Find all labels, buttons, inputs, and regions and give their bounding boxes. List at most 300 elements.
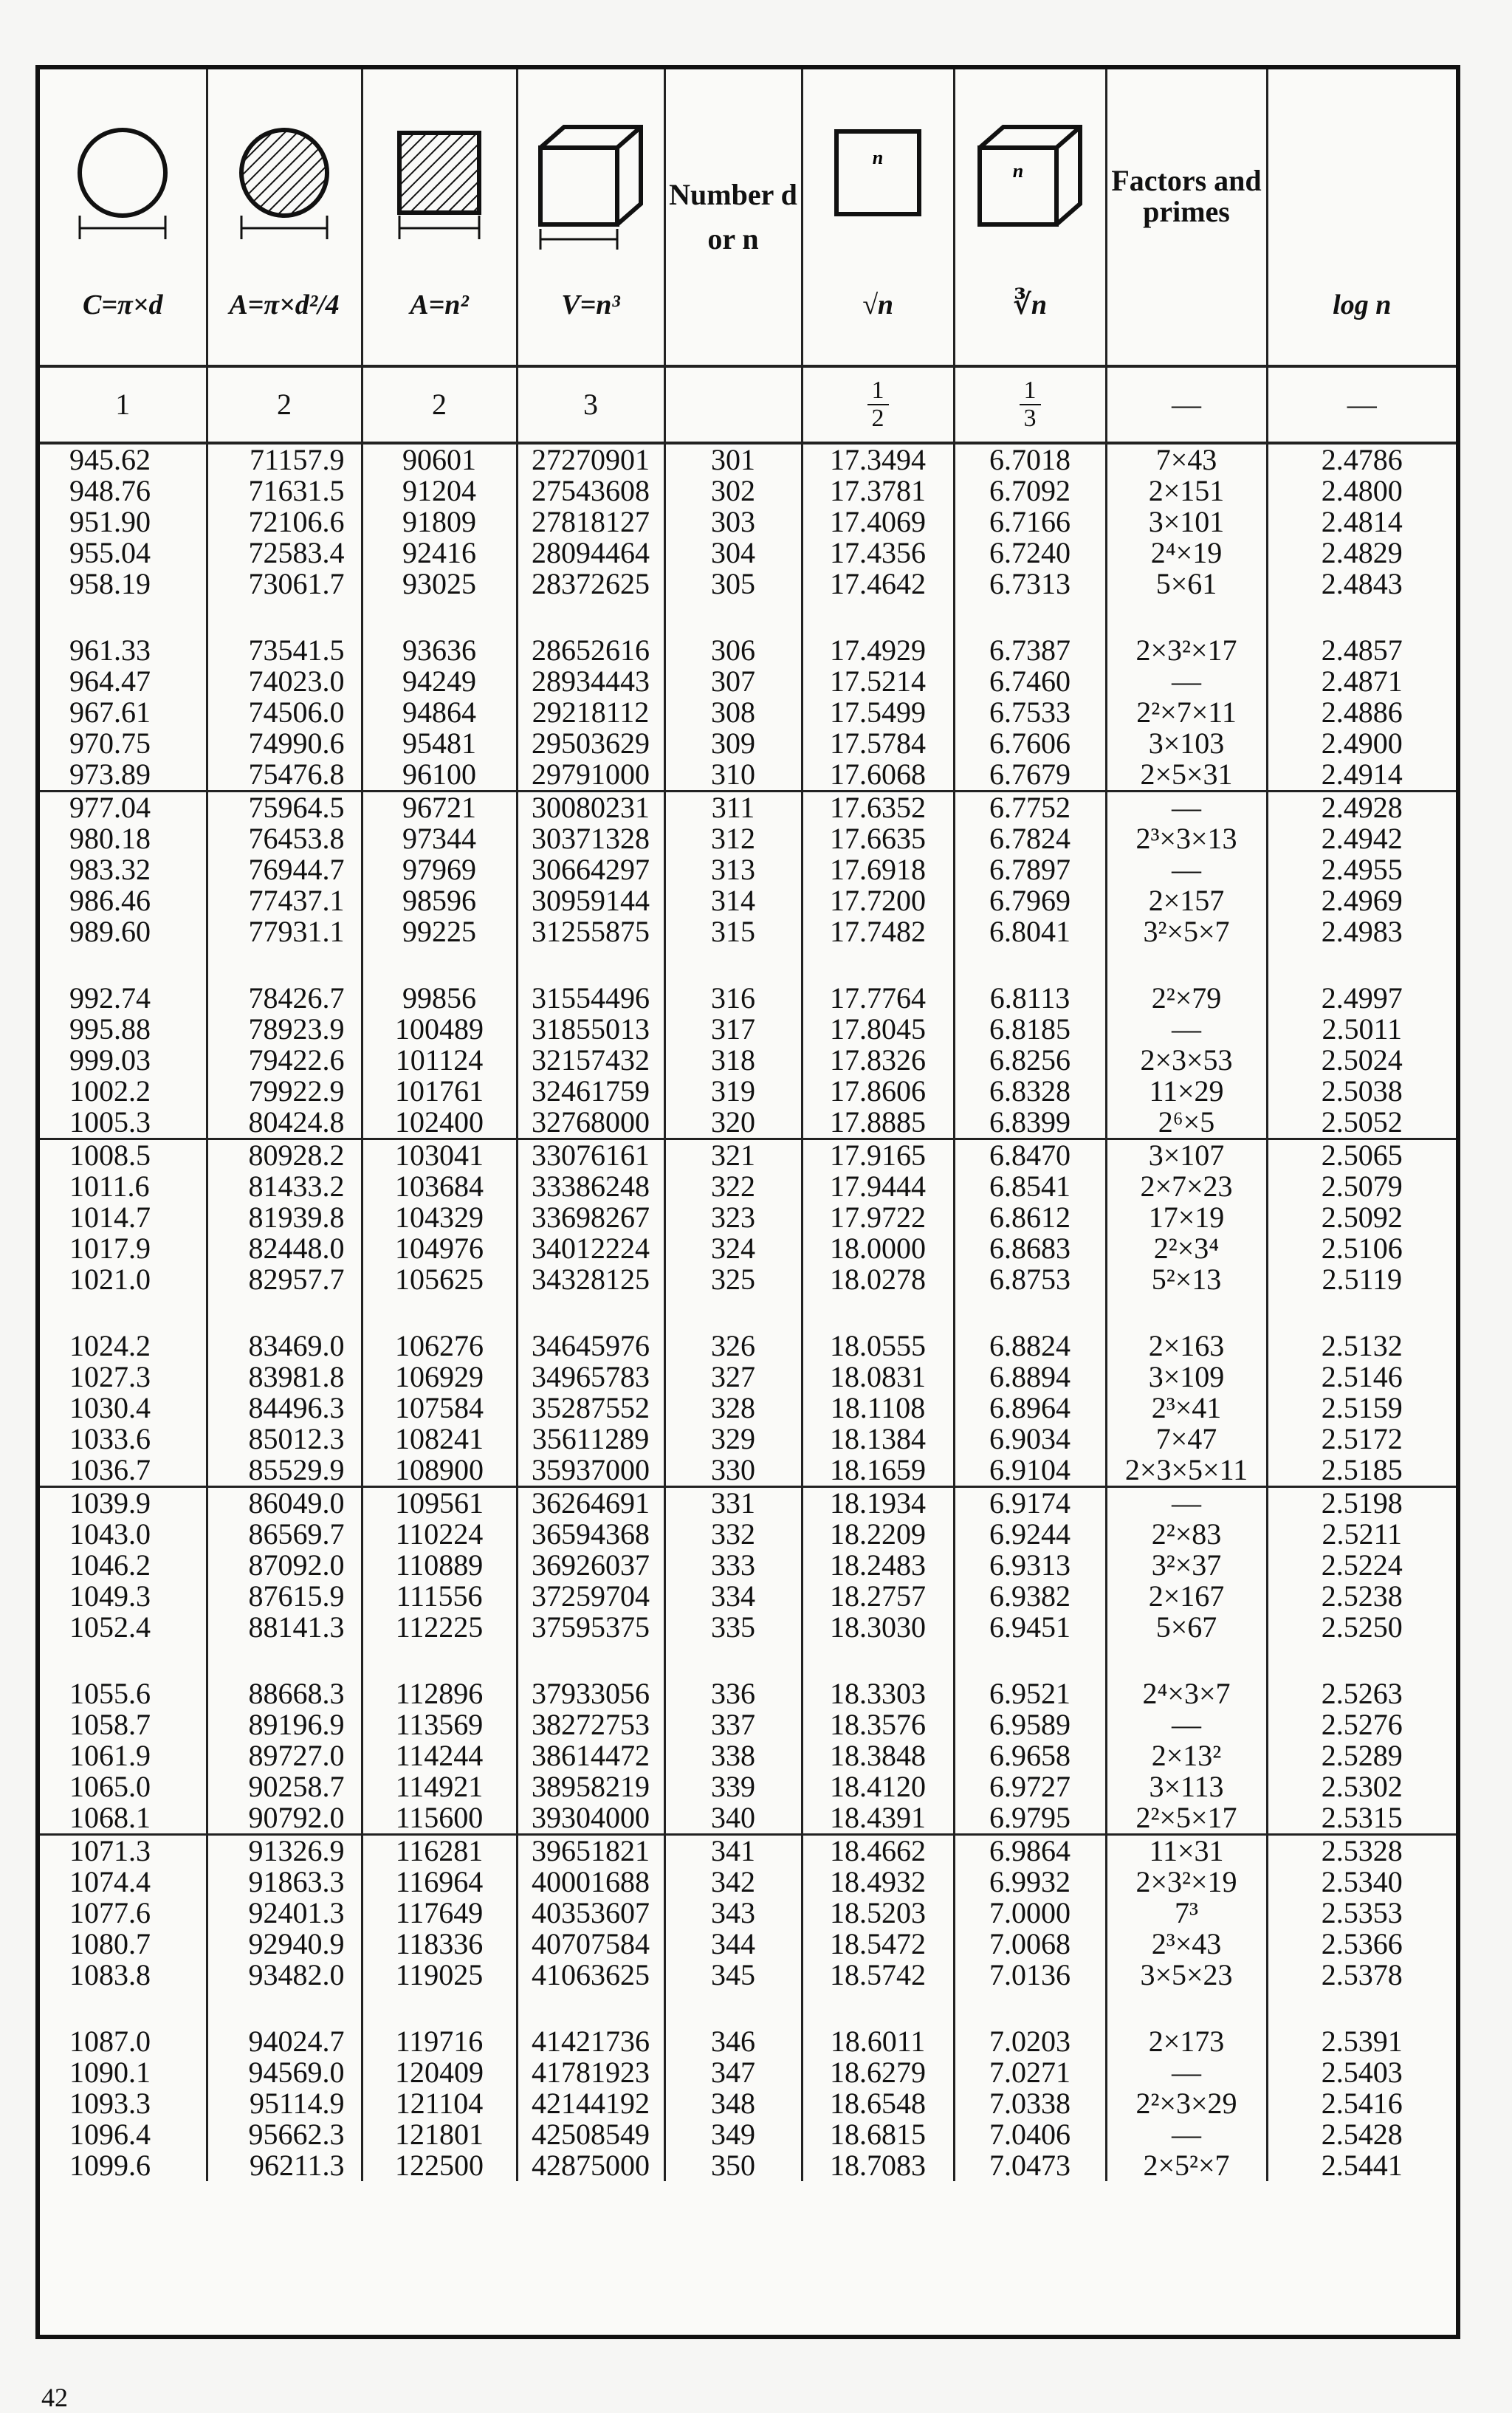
table-value: 6.9864: [989, 1834, 1071, 1867]
table-value: 6.8470: [989, 1139, 1071, 1172]
header-number: [664, 69, 802, 366]
table-value: 2×7×23: [1140, 1170, 1233, 1203]
table-value: 2.4871: [1321, 665, 1403, 698]
table-value: —: [1172, 791, 1201, 824]
hatched-circle-icon: [233, 121, 336, 261]
table-value: 94569.0: [248, 2056, 345, 2089]
table-value: 6.9589: [989, 1708, 1071, 1741]
table-value: 122500: [395, 2149, 484, 2182]
power-log: —: [1267, 366, 1456, 443]
square-cell: [362, 1139, 517, 1487]
table-value: 347: [711, 2056, 755, 2089]
header-circumference: [40, 69, 207, 366]
log-label: log n: [1333, 289, 1392, 320]
table-value: 6.8399: [989, 1105, 1071, 1139]
table-value: 18.3030: [830, 1610, 926, 1644]
table-value: 6.7679: [989, 758, 1071, 791]
table-value: 42508549: [532, 2118, 650, 2151]
table-value: 2.4857: [1321, 634, 1403, 667]
table-value: 95114.9: [249, 2087, 345, 2120]
table-value: 2.5024: [1321, 1043, 1403, 1077]
table-value: 2²×3⁴: [1153, 1232, 1220, 1265]
table-value: 88141.3: [248, 1610, 345, 1644]
table-value: 83469.0: [248, 1329, 345, 1362]
table-value: 309: [711, 727, 755, 760]
cbrt-frac-num: 1: [1020, 377, 1041, 405]
table-value: 1049.3: [69, 1579, 151, 1613]
table-value: 117649: [395, 1896, 484, 1929]
table-value: 326: [711, 1329, 755, 1362]
table-value: 1055.6: [69, 1677, 151, 1710]
table-value: 2³×41: [1151, 1391, 1222, 1424]
table-value: 80424.8: [248, 1105, 345, 1139]
table-value: 34965783: [532, 1360, 650, 1393]
table-value: 303: [711, 505, 755, 538]
table-value: 2×5×31: [1140, 758, 1233, 791]
table-value: 2.4955: [1321, 853, 1403, 886]
table-value: 85529.9: [248, 1453, 345, 1486]
square-n-icon: [826, 121, 929, 224]
table-value: 2.5391: [1321, 2025, 1403, 2058]
table-value: 2.5132: [1321, 1329, 1403, 1362]
table-value: 99856: [402, 981, 476, 1015]
table-value: 103041: [395, 1139, 484, 1172]
table-value: 18.4391: [830, 1801, 926, 1834]
table-value: 6.7752: [989, 791, 1071, 824]
table-value: 302: [711, 474, 755, 507]
table-value: 17.9722: [830, 1201, 926, 1234]
table-value: 6.8328: [989, 1074, 1071, 1108]
table-value: 2.5353: [1321, 1896, 1403, 1929]
number-cell: [664, 792, 802, 1139]
table-value: 2⁶×5: [1158, 1105, 1215, 1139]
table-value: 2×5²×7: [1143, 2149, 1230, 2182]
table-value: 78923.9: [248, 1012, 345, 1046]
table-value: 18.2209: [830, 1517, 926, 1551]
table-value: 989.60: [69, 915, 151, 948]
table-value: 17.6352: [830, 791, 926, 824]
table-value: 82448.0: [248, 1232, 345, 1265]
table-value: 40001688: [532, 1865, 650, 1898]
table-value: 6.9727: [989, 1770, 1071, 1803]
table-value: 955.04: [69, 536, 151, 569]
table-value: 29791000: [532, 758, 650, 791]
table-value: 2.4786: [1321, 443, 1403, 476]
table-value: 6.8753: [989, 1263, 1071, 1296]
table-value: 110889: [395, 1548, 484, 1582]
table-value: 41421736: [532, 2025, 650, 2058]
table-value: 961.33: [69, 634, 151, 667]
table-value: 328: [711, 1391, 755, 1424]
table-value: 30664297: [532, 853, 650, 886]
table-value: 1021.0: [69, 1263, 151, 1296]
table-value: 6.9382: [989, 1579, 1071, 1613]
table-value: 329: [711, 1422, 755, 1455]
table-value: 2.4914: [1321, 758, 1403, 791]
table-value: 1093.3: [69, 2087, 151, 2120]
table-value: 6.8256: [989, 1043, 1071, 1077]
power-factors: —: [1106, 366, 1267, 443]
table-value: 17.4642: [830, 567, 926, 600]
table-value: 17.4929: [830, 634, 926, 667]
table-value: 958.19: [69, 567, 151, 600]
table-value: 6.8041: [989, 915, 1071, 948]
header-row: [40, 69, 1456, 366]
table-value: 1011.6: [69, 1170, 150, 1203]
table-value: 306: [711, 634, 755, 667]
table-value: 109561: [395, 1486, 484, 1520]
table-value: 6.7460: [989, 665, 1071, 698]
table-value: 315: [711, 915, 755, 948]
factors-cell: [1106, 1835, 1267, 2182]
table-value: 3×113: [1149, 1770, 1224, 1803]
table-value: 81433.2: [248, 1170, 345, 1203]
table-value: 17.7482: [830, 915, 926, 948]
table-value: 32157432: [532, 1043, 650, 1077]
table-value: 322: [711, 1170, 755, 1203]
table-value: 87615.9: [248, 1579, 345, 1613]
table-value: 317: [711, 1012, 755, 1046]
table-value: 18.5472: [830, 1927, 926, 1960]
table-value: 36264691: [532, 1486, 650, 1520]
cbrt-cell: [954, 1139, 1106, 1487]
table-value: 27543608: [532, 474, 650, 507]
table-value: 36926037: [532, 1548, 650, 1582]
table-value: 1080.7: [69, 1927, 151, 1960]
header-sqrt: [802, 69, 954, 366]
power-c1: 1: [40, 366, 207, 443]
table-value: 34012224: [532, 1232, 650, 1265]
table-value: 342: [711, 1865, 755, 1898]
table-value: 2.4886: [1321, 696, 1403, 729]
table-value: 28094464: [532, 536, 650, 569]
table-value: 2.5065: [1321, 1139, 1403, 1172]
table-value: 6.9104: [989, 1453, 1071, 1486]
table-value: 72106.6: [248, 505, 345, 538]
table-value: 2.5011: [1322, 1012, 1402, 1046]
table-body: [40, 443, 1456, 2181]
table-value: 108900: [395, 1453, 484, 1486]
circle-area-cell: [207, 1835, 362, 2182]
circle-area-cell: [207, 1487, 362, 1835]
table-value: 17.5784: [830, 727, 926, 760]
table-value: 18.6011: [830, 2025, 926, 2058]
square-cell: [362, 1835, 517, 2182]
sqrt-cell: [802, 1835, 954, 2182]
math-table: [35, 65, 1460, 2339]
table-value: 76944.7: [248, 853, 345, 886]
cube-cell: [517, 1487, 664, 1835]
table-value: 2.4800: [1321, 474, 1403, 507]
table-value: 73061.7: [248, 567, 345, 600]
table-value: 18.6548: [830, 2087, 926, 2120]
table-value: 18.1659: [830, 1453, 926, 1486]
table-value: 41781923: [532, 2056, 650, 2089]
table-value: 1008.5: [69, 1139, 151, 1172]
table-value: 33386248: [532, 1170, 650, 1203]
table-value: 17.9165: [830, 1139, 926, 1172]
factors-cell: [1106, 1487, 1267, 1835]
table-value: 2×151: [1148, 474, 1225, 507]
circumference-cell: [40, 443, 207, 792]
table-value: 6.8612: [989, 1201, 1071, 1234]
table-value: 2.5185: [1321, 1453, 1403, 1486]
table-value: 983.32: [69, 853, 151, 886]
table-value: 116964: [395, 1865, 484, 1898]
table-value: 1065.0: [69, 1770, 151, 1803]
table-value: 5²×13: [1151, 1263, 1222, 1296]
table-value: 7.0473: [989, 2149, 1071, 2182]
table-value: 7×43: [1155, 443, 1217, 476]
table-value: 92401.3: [248, 1896, 345, 1929]
circumference-cell: [40, 1139, 207, 1487]
table-value: 91204: [402, 474, 476, 507]
table-value: 99225: [402, 915, 476, 948]
table-value: 81939.8: [248, 1201, 345, 1234]
cube-n-icon: [971, 121, 1089, 232]
cbrt-frac-den: 3: [1023, 405, 1037, 432]
table-value: 18.1934: [830, 1486, 926, 1520]
table-value: 1014.7: [69, 1201, 151, 1234]
table-value: 6.7240: [989, 536, 1071, 569]
table-value: 28934443: [532, 665, 650, 698]
table-value: 948.76: [69, 474, 151, 507]
table-value: —: [1172, 665, 1201, 698]
table-value: 2×3²×17: [1135, 634, 1237, 667]
table-value: 18.6815: [830, 2118, 926, 2151]
power-c5: [664, 366, 802, 443]
table-value: 2×173: [1148, 2025, 1225, 2058]
table-value: 335: [711, 1610, 755, 1644]
factors-label: Factors and primes: [1111, 164, 1262, 228]
table-value: 6.9521: [989, 1677, 1071, 1710]
table-value: 30371328: [532, 822, 650, 855]
table-value: 17.4069: [830, 505, 926, 538]
table-value: 6.8683: [989, 1232, 1071, 1265]
table-row: [40, 792, 1456, 1139]
table-value: 314: [711, 884, 755, 917]
table-value: 346: [711, 2025, 755, 2058]
cbrt-cell: [954, 1835, 1106, 2182]
table-value: 18.2483: [830, 1548, 926, 1582]
table-value: 2.4928: [1321, 791, 1403, 824]
table-value: 11×29: [1149, 1074, 1224, 1108]
table-value: 2×3×5×11: [1124, 1453, 1248, 1486]
circumference-formula: C=π×d: [83, 289, 163, 320]
table-value: 1030.4: [69, 1391, 151, 1424]
table-value: 94864: [402, 696, 476, 729]
table-value: 7.0338: [989, 2087, 1071, 2120]
header-circle-area: [207, 69, 362, 366]
table-value: 2×3²×19: [1135, 1865, 1237, 1898]
table-value: 977.04: [69, 791, 151, 824]
table-value: 6.8894: [989, 1360, 1071, 1393]
table-value: 18.4120: [830, 1770, 926, 1803]
table-value: 82957.7: [248, 1263, 345, 1296]
table-value: 327: [711, 1360, 755, 1393]
table-value: 2.5224: [1321, 1548, 1403, 1582]
table-value: 6.7018: [989, 443, 1071, 476]
table-value: 2.5119: [1322, 1263, 1402, 1296]
table-value: 31554496: [532, 981, 650, 1015]
table-value: 312: [711, 822, 755, 855]
table-value: 2³×3×13: [1135, 822, 1237, 855]
table-value: 92940.9: [248, 1927, 345, 1960]
table-value: —: [1172, 1708, 1201, 1741]
table-value: —: [1172, 1486, 1201, 1520]
table-value: 967.61: [69, 696, 151, 729]
table-value: 301: [711, 443, 755, 476]
log-cell: [1267, 1835, 1456, 2182]
table-value: 38614472: [532, 1739, 650, 1772]
table-value: 1033.6: [69, 1422, 151, 1455]
table-value: 17.6918: [830, 853, 926, 886]
table-value: 85012.3: [248, 1422, 345, 1455]
table-value: 2.5250: [1321, 1610, 1403, 1644]
table-value: 1074.4: [69, 1865, 151, 1898]
table-value: 104329: [395, 1201, 484, 1234]
table-value: 119025: [395, 1958, 484, 1991]
circumference-cell: [40, 792, 207, 1139]
table-value: 2.5052: [1321, 1105, 1403, 1139]
table-value: 6.7824: [989, 822, 1071, 855]
cube-volume-formula: V=n³: [561, 289, 620, 320]
table-value: 40707584: [532, 1927, 650, 1960]
circle-area-cell: [207, 443, 362, 792]
table-value: 2.5038: [1321, 1074, 1403, 1108]
table-value: 6.8964: [989, 1391, 1071, 1424]
table-value: 40353607: [532, 1896, 650, 1929]
table-value: 113569: [395, 1708, 484, 1741]
table-value: 3²×37: [1151, 1548, 1222, 1582]
table-value: 333: [711, 1548, 755, 1582]
cube-n-mark: n: [1012, 160, 1024, 182]
table-value: 1024.2: [69, 1329, 151, 1362]
table-value: 39651821: [532, 1834, 650, 1867]
table-value: 1061.9: [69, 1739, 151, 1772]
power-c3: 2: [362, 366, 517, 443]
table-value: 310: [711, 758, 755, 791]
table-value: 2×157: [1148, 884, 1225, 917]
table-value: 114921: [395, 1770, 484, 1803]
table-value: —: [1172, 2056, 1201, 2089]
table-value: 90601: [402, 443, 476, 476]
sqrt-cell: [802, 1139, 954, 1487]
table-value: 6.7166: [989, 505, 1071, 538]
table-value: —: [1172, 1012, 1201, 1046]
table-value: 111556: [396, 1579, 483, 1613]
table-value: 93482.0: [248, 1958, 345, 1991]
table-value: 6.7969: [989, 884, 1071, 917]
table-value: 6.9795: [989, 1801, 1071, 1834]
table-value: 7.0136: [989, 1958, 1071, 1991]
table-value: 5×61: [1155, 567, 1217, 600]
table-value: 1039.9: [69, 1486, 151, 1520]
table-value: 37259704: [532, 1579, 650, 1613]
circumference-cell: [40, 1835, 207, 2182]
table-value: 2.5106: [1321, 1232, 1403, 1265]
table-value: 2.5403: [1321, 2056, 1403, 2089]
table-value: 2²×7×11: [1136, 696, 1237, 729]
circle-area-formula: A=π×d²/4: [229, 289, 340, 320]
table-value: 18.0831: [830, 1360, 926, 1393]
sqrt-fraction: [867, 377, 889, 431]
table-value: 17.8326: [830, 1043, 926, 1077]
table-value: 999.03: [69, 1043, 151, 1077]
sqrt-cell: [802, 443, 954, 792]
table-value: 2.5441: [1321, 2149, 1403, 2182]
circle-area-cell: [207, 1139, 362, 1487]
table-value: 18.0278: [830, 1263, 926, 1296]
table-value: 120409: [395, 2056, 484, 2089]
table-value: 97969: [402, 853, 476, 886]
table-value: 35287552: [532, 1391, 650, 1424]
table-value: 1036.7: [69, 1453, 151, 1486]
table-value: 1083.8: [69, 1958, 151, 1991]
table-value: 951.90: [69, 505, 151, 538]
table-value: 2×3×53: [1140, 1043, 1233, 1077]
table-value: 304: [711, 536, 755, 569]
table-value: 105625: [395, 1263, 484, 1296]
table-value: 18.1108: [830, 1391, 926, 1424]
table-value: 2.5211: [1322, 1517, 1402, 1551]
table-value: 2.4843: [1321, 567, 1403, 600]
factors-cell: [1106, 1139, 1267, 1487]
table-value: 6.8185: [989, 1012, 1071, 1046]
table-value: 1002.2: [69, 1074, 151, 1108]
table-value: 3²×5×7: [1143, 915, 1230, 948]
table-value: 2²×3×29: [1135, 2087, 1237, 2120]
table-value: 305: [711, 567, 755, 600]
table-value: 334: [711, 1579, 755, 1613]
table-value: 32768000: [532, 1105, 650, 1139]
table-value: 121104: [395, 2087, 484, 2120]
table-value: 2.5146: [1321, 1360, 1403, 1393]
table-value: 92416: [402, 536, 476, 569]
table-value: 18.3576: [830, 1708, 926, 1741]
table-value: 340: [711, 1801, 755, 1834]
table-value: 6.8113: [989, 981, 1071, 1015]
hatched-square-icon: [388, 121, 491, 261]
table-value: 17.8885: [830, 1105, 926, 1139]
table-value: 107584: [395, 1391, 484, 1424]
table-value: 110224: [395, 1517, 484, 1551]
table-value: 17.6068: [830, 758, 926, 791]
table-value: 11×31: [1149, 1834, 1224, 1867]
circle-outline-icon: [71, 121, 174, 261]
table-value: 30080231: [532, 791, 650, 824]
table-value: 96100: [402, 758, 476, 791]
sqrt-cell: [802, 792, 954, 1139]
table-value: —: [1172, 2118, 1201, 2151]
table-value: 101124: [395, 1043, 484, 1077]
table-value: 7.0068: [989, 1927, 1071, 1960]
table-value: 116281: [395, 1834, 484, 1867]
table-value: 341: [711, 1834, 755, 1867]
table-value: 325: [711, 1263, 755, 1296]
table-value: 96211.3: [249, 2149, 345, 2182]
table-row: [40, 443, 1456, 792]
table-value: 1071.3: [69, 1834, 151, 1867]
table-value: 87092.0: [248, 1548, 345, 1582]
table-value: 112225: [395, 1610, 484, 1644]
cube-icon: [532, 121, 650, 261]
table-value: 17.6635: [830, 822, 926, 855]
table-value: 970.75: [69, 727, 151, 760]
table-value: 90792.0: [248, 1801, 345, 1834]
table-value: 78426.7: [248, 981, 345, 1015]
table-value: 71631.5: [248, 474, 345, 507]
